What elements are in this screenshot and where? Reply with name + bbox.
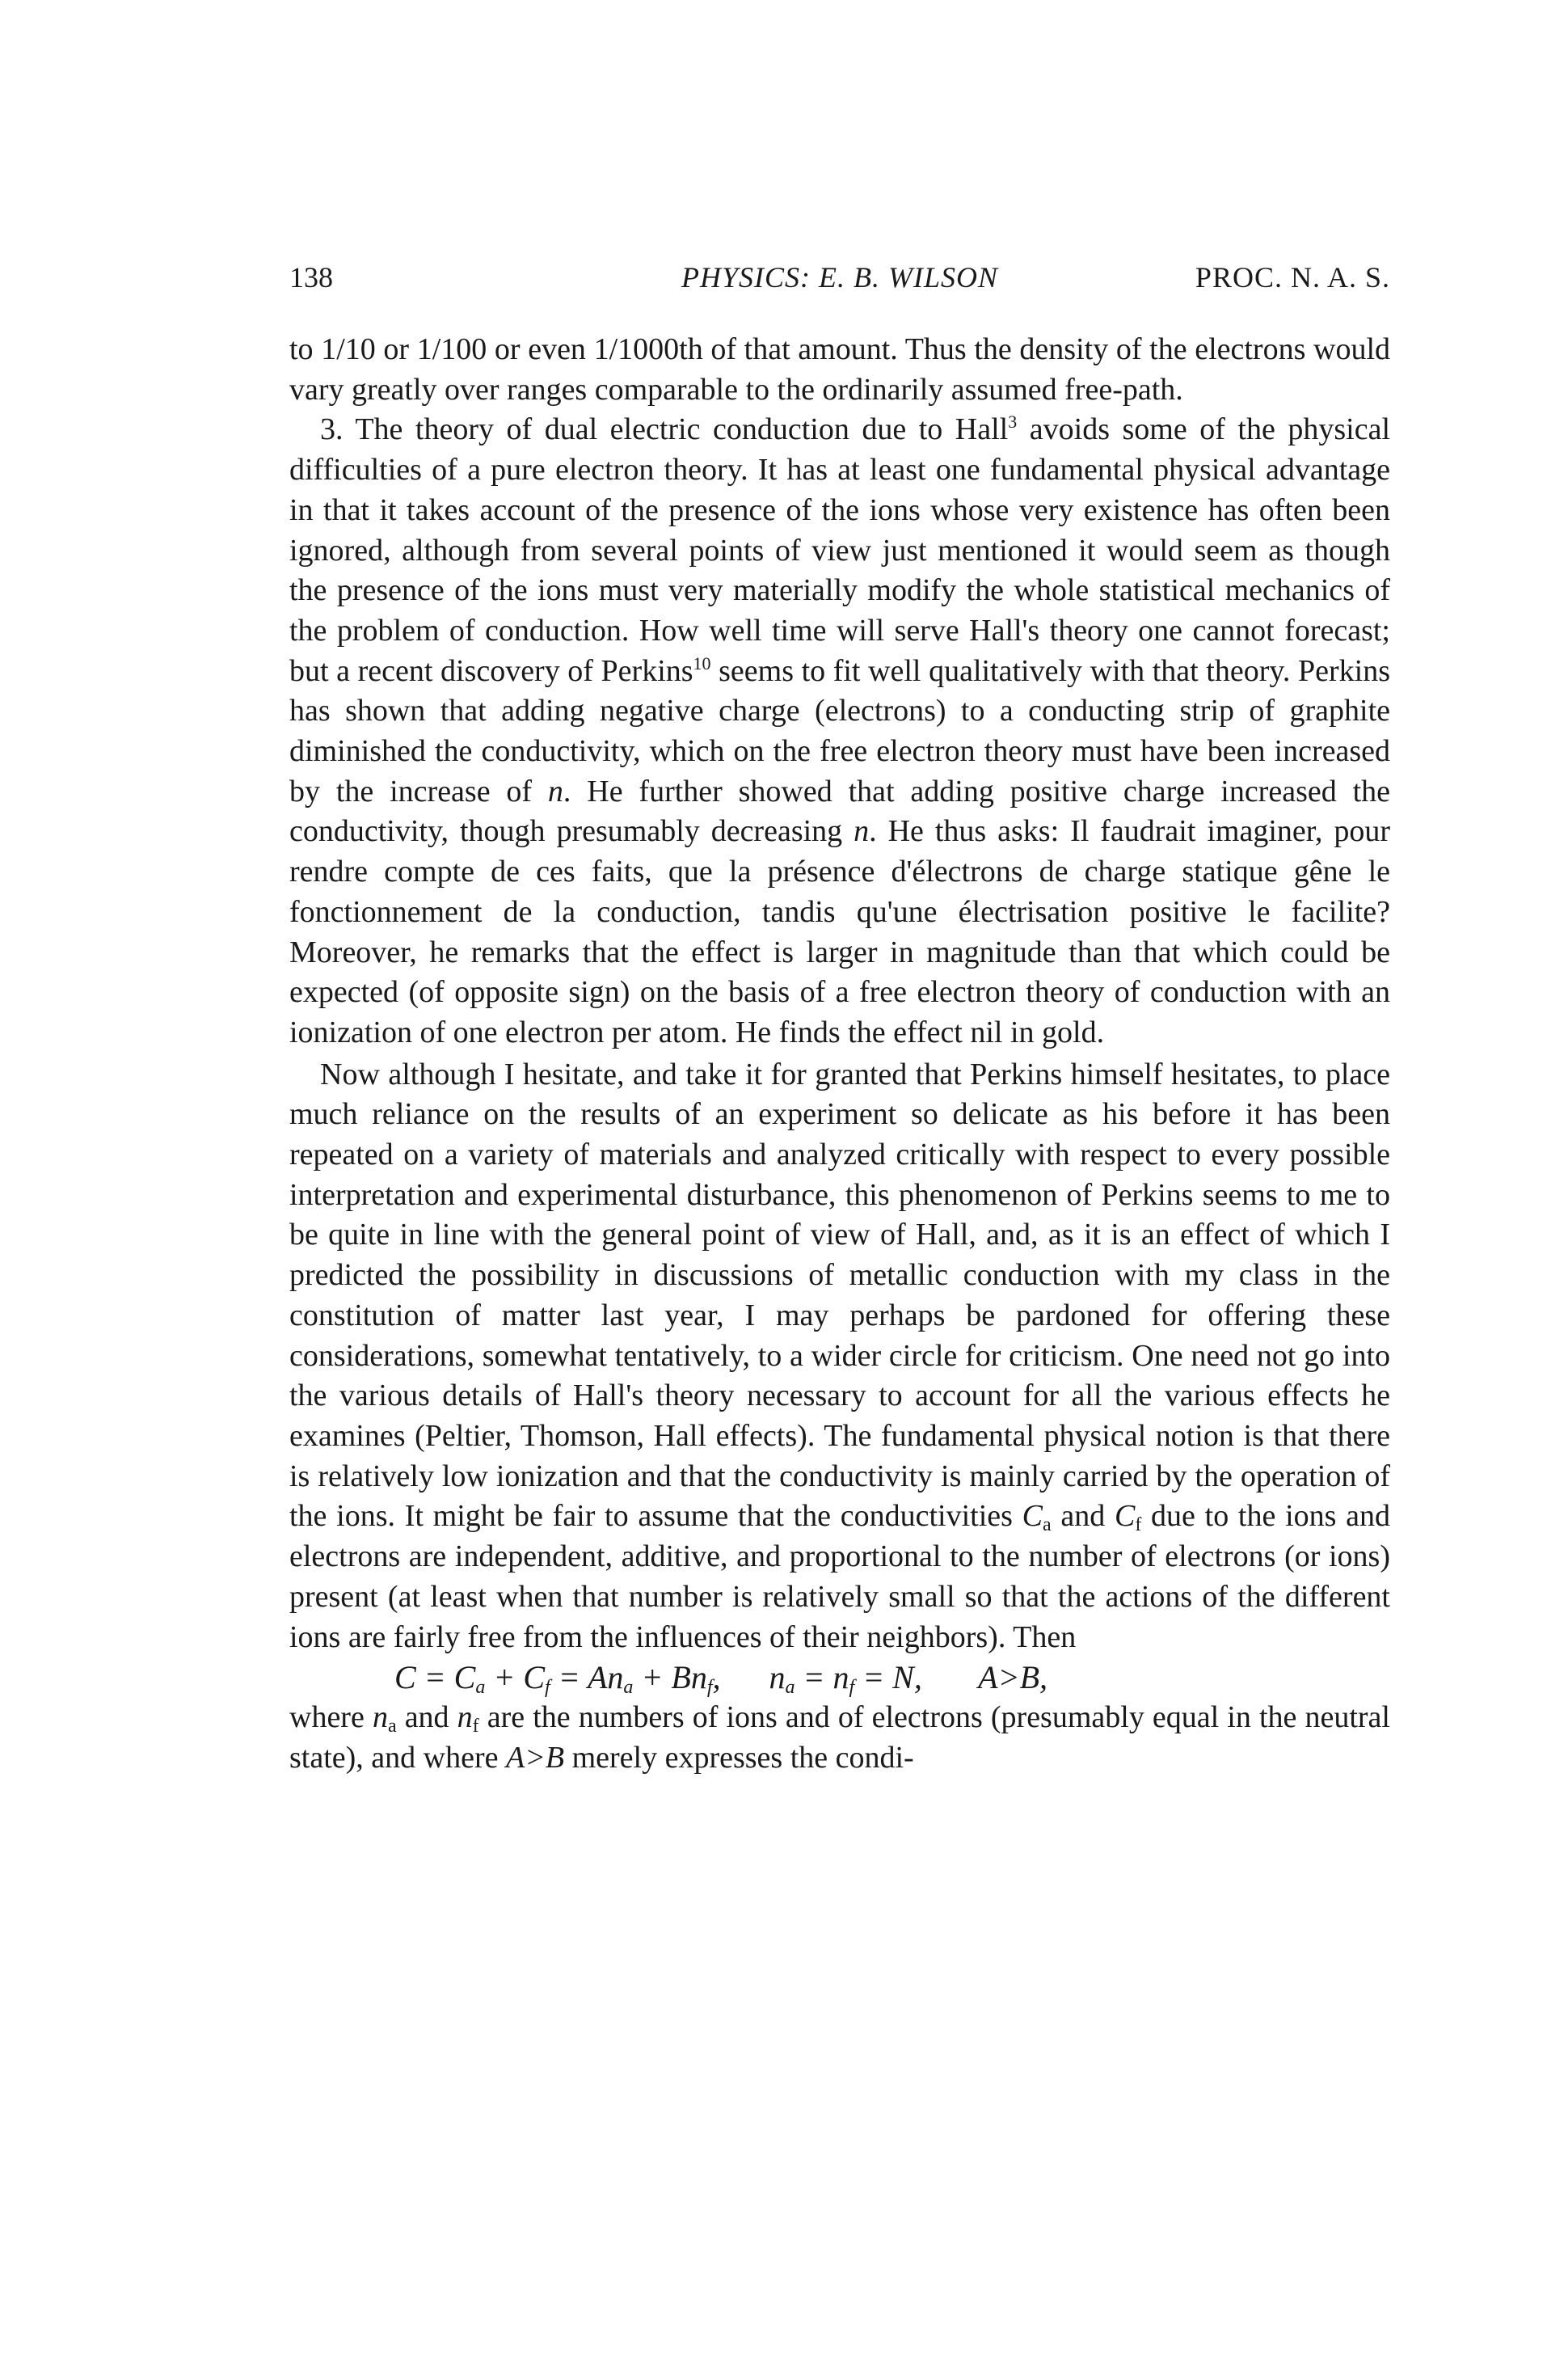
footnote-ref-3: 3 xyxy=(1008,412,1018,433)
paragraph-where: where $n_a$ and $n_f$ are the numbers of ions and of electrons (presumably equal in the neutral state), and where A>B merely expresses the condi- xyxy=(289,1699,1390,1775)
page-number: 138 xyxy=(289,261,333,293)
equation-conductivity: $C = C_a + C_f = An_a + Bn_f$, $n_a = n_f = N$, A>B, xyxy=(394,1659,1047,1699)
article-body xyxy=(289,330,1390,1778)
page-header xyxy=(289,257,1390,298)
paragraph-hall-theory: 3. The theory of dual electric conduction due to Hall$^3$ avoids some of the physical difficulties of a pure electron theory. It has at least one fundamental physical advantage in that it takes account of the presence of the ions whose very existence has often been ignored, although from several points of view just mentioned it would seem as though the presence of the ions must very materially modify the whole statistical mechanics of the problem of conduction. How well time will serve Hall's theory one cannot forecast; but a recent discovery of Perkins$^{10}$ seems to fit well qualitatively with that theory. Perkins has shown that adding negative charge (electrons) to a conducting strip of graphite diminished the conductivity, which on the free electron theory must have been increased by the increase of n. He further showed that adding positive charge increased the conductivity, though presumably decreasing n. He thus asks: Il faudrait imaginer, pour rendre compte de ces faits, que la présence d'électrons de charge statique gêne le fonctionnement de la conduction, tandis qu'une électrisation positive le facilite? Moreover, he remarks that the effect is larger in magnitude than that which could be expected (of opposite sign) on the basis of a free electron theory of conduction with an ionization of one electron per atom. He finds the effect nil in gold. xyxy=(289,412,1391,1049)
symbol-n: n xyxy=(547,774,563,809)
footnote-ref-10: 10 xyxy=(693,652,711,673)
symbol-n: n xyxy=(854,814,870,849)
paragraph-continuation: to 1/10 or 1/100 or even 1/1000th of that amount. Thus the density of the electrons would vary greatly over ranges comparable to the ordinarily assumed free-path. xyxy=(289,332,1390,407)
running-title: PHYSICS: E. B. WILSON xyxy=(681,261,998,293)
paragraph-perkins: Now although I hesitate, and take it for granted that Perkins himself hesitates, to place much reliance on the results of an experiment so delicate as his before it has been repeated on a variety of materials and analyzed critically with respect to every possible interpretation and experimental disturbance, this phenomenon of Perkins seems to me to be quite in line with the general point of view of Hall, and, as it is an effect of which I predicted the possibility in discussions of metallic conduction with my class in the constitution of matter last year, I may perhaps be pardoned for offering these considerations, somewhat tentatively, to a wider circle for criticism. One need not go into the various details of Hall's theory necessary to account for all the various effects he examines (Peltier, Thomson, Hall effects). The fundamental physical notion is that there is relatively low ionization and that the conductivity is mainly carried by the operation of the ions. It might be fair to assume that the conductivities $C_a$ and $C_f$ due to the ions and electrons are independent, additive, and proportional to the number of electrons (or ions) present (at least when that number is relatively small so that the actions of the different ions are fairly free from the influences of their neighbors). Then xyxy=(289,1057,1390,1654)
journal-name: PROC. N. A. S. xyxy=(1195,261,1390,293)
